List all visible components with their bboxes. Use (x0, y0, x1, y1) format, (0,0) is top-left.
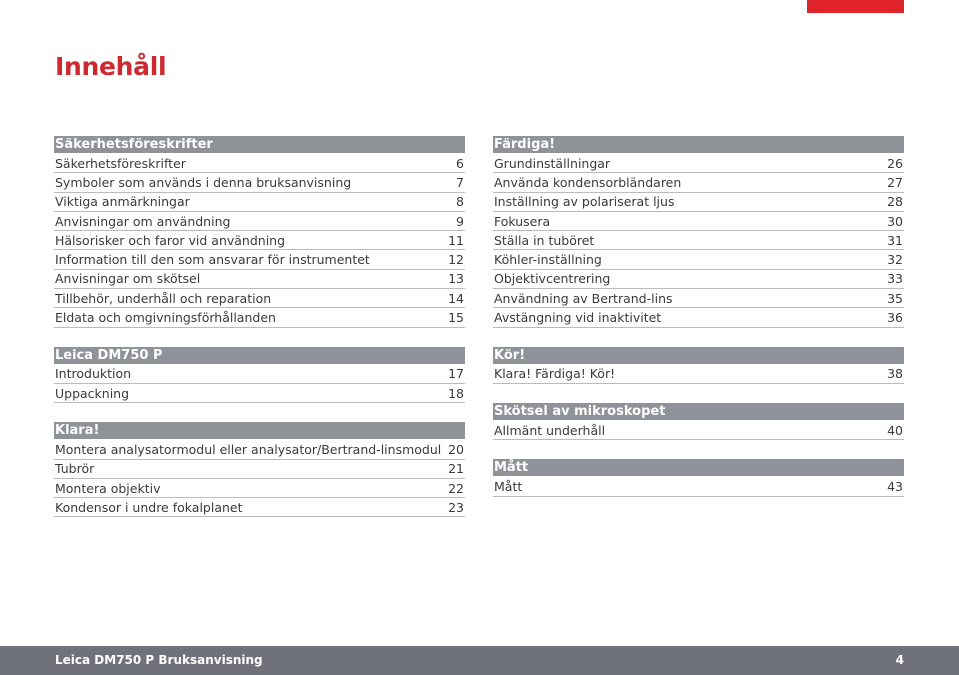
toc-section-heading: Klara! (54, 422, 465, 439)
toc-entry-page: 20 (448, 441, 464, 457)
toc-entry-page: 17 (448, 366, 464, 382)
toc-entry-page: 11 (448, 232, 464, 248)
toc-entry-title: Introduktion (55, 366, 132, 382)
toc-entry-page: 8 (456, 194, 464, 210)
toc-entry-page: 23 (448, 499, 464, 515)
toc-entry[interactable] (54, 289, 465, 308)
toc-entry-page: 13 (448, 271, 464, 287)
toc-entry-page: 9 (456, 213, 464, 229)
toc-section (493, 136, 904, 328)
toc-entry-page: 30 (887, 213, 903, 229)
toc-section-heading: Skötsel av mikroskopet (493, 403, 904, 420)
toc-entry[interactable] (54, 173, 465, 192)
toc-entry-title: Köhler-inställning (494, 252, 602, 268)
toc-entry-page: 18 (448, 385, 464, 401)
toc-entry-title: Allmänt underhåll (494, 422, 606, 438)
toc-section-heading: Färdiga! (493, 136, 904, 153)
toc-section (54, 136, 465, 328)
toc-entry-page: 12 (448, 252, 464, 268)
toc-entry-page: 43 (887, 478, 903, 494)
toc-section-heading: Kör! (493, 347, 904, 364)
toc-entry[interactable] (54, 193, 465, 212)
toc-entry[interactable] (493, 154, 904, 173)
toc-entry-page: 36 (887, 310, 903, 326)
toc-entry-title: Fokusera (494, 213, 551, 229)
toc-entry[interactable] (493, 231, 904, 250)
toc-entry-page: 32 (887, 252, 903, 268)
toc-entry-page: 27 (887, 174, 903, 190)
toc-section-heading: Leica DM750 P (54, 347, 465, 364)
toc-entry[interactable] (493, 250, 904, 269)
toc-section-heading: Mått (493, 459, 904, 476)
toc-entry[interactable] (54, 154, 465, 173)
toc-entry-title: Använda kondensorbländaren (494, 174, 682, 190)
toc-entry-page: 21 (448, 461, 464, 477)
toc-entry-title: Montera analysatormodul eller analysator/Bertrand-linsmodul (55, 441, 442, 457)
toc-entry[interactable] (493, 173, 904, 192)
toc-entry[interactable] (54, 460, 465, 479)
toc-entry[interactable] (54, 308, 465, 327)
toc-entry-page: 15 (448, 310, 464, 326)
toc-entry-title: Säkerhetsföreskrifter (55, 155, 186, 171)
toc-entry-page: 28 (887, 194, 903, 210)
toc-entry[interactable] (493, 308, 904, 327)
toc-entry[interactable] (54, 231, 465, 250)
toc-section (493, 403, 904, 440)
toc-right-column (493, 136, 904, 497)
toc-entry-page: 33 (887, 271, 903, 287)
toc-entry-title: Avstängning vid inaktivitet (494, 310, 662, 326)
toc-entry-title: Inställning av polariserat ljus (494, 194, 675, 210)
toc-entry[interactable] (493, 421, 904, 440)
toc-entry-title: Tillbehör, underhåll och reparation (55, 290, 272, 306)
toc-entry[interactable] (54, 440, 465, 459)
toc-section (493, 459, 904, 496)
toc-entry[interactable] (493, 365, 904, 384)
page-title: Innehåll (55, 52, 167, 81)
toc-entry-title: Eldata och omgivningsförhållanden (55, 310, 276, 326)
toc-entry-title: Kondensor i undre fokalplanet (55, 499, 243, 515)
toc-entry[interactable] (493, 270, 904, 289)
toc-entry-title: Klara! Färdiga! Kör! (494, 366, 616, 382)
toc-entry[interactable] (493, 477, 904, 496)
toc-entry-title: Uppackning (55, 385, 130, 401)
toc-entry[interactable] (493, 289, 904, 308)
page-footer (0, 646, 959, 675)
toc-section (493, 347, 904, 384)
toc-entry-title: Tubrör (55, 461, 95, 477)
toc-entry-page: 31 (887, 232, 903, 248)
toc-entry-page: 14 (448, 290, 464, 306)
toc-section (54, 422, 465, 517)
footer-title: Leica DM750 P Bruksanvisning (55, 653, 263, 667)
toc-section-heading: Säkerhetsföreskrifter (54, 136, 465, 153)
toc-entry-title: Grundinställningar (494, 155, 611, 171)
toc-entry[interactable] (54, 365, 465, 384)
toc-entry[interactable] (493, 193, 904, 212)
toc-entry-page: 22 (448, 480, 464, 496)
toc-entry[interactable] (54, 270, 465, 289)
toc-entry-page: 40 (887, 422, 903, 438)
toc-entry[interactable] (54, 479, 465, 498)
toc-entry-title: Ställa in tuböret (494, 232, 595, 248)
toc-entry-title: Information till den som ansvarar för instrumentet (55, 252, 370, 268)
toc-entry-title: Montera objektiv (55, 480, 161, 496)
toc-entry-title: Användning av Bertrand-lins (494, 290, 673, 306)
footer-page-number: 4 (895, 653, 904, 667)
toc-left-column (54, 136, 465, 517)
toc-entry[interactable] (54, 212, 465, 231)
toc-entry-page: 38 (887, 366, 903, 382)
toc-entry-page: 6 (456, 155, 464, 171)
toc-entry-page: 35 (887, 290, 903, 306)
toc-entry[interactable] (54, 384, 465, 403)
toc-entry-title: Objektivcentrering (494, 271, 611, 287)
toc-entry-page: 7 (456, 174, 464, 190)
red-corner-tab (807, 0, 904, 13)
toc-entry-title: Viktiga anmärkningar (55, 194, 190, 210)
toc-entry[interactable] (493, 212, 904, 231)
toc-entry-title: Hälsorisker och faror vid användning (55, 232, 286, 248)
toc-entry-title: Anvisningar om användning (55, 213, 231, 229)
toc-section (54, 347, 465, 404)
toc-entry-title: Mått (494, 478, 523, 494)
toc-entry-page: 26 (887, 155, 903, 171)
toc-entry-title: Symboler som används i denna bruksanvisning (55, 174, 352, 190)
toc-entry[interactable] (54, 498, 465, 517)
toc-entry[interactable] (54, 250, 465, 269)
toc-entry-title: Anvisningar om skötsel (55, 271, 201, 287)
